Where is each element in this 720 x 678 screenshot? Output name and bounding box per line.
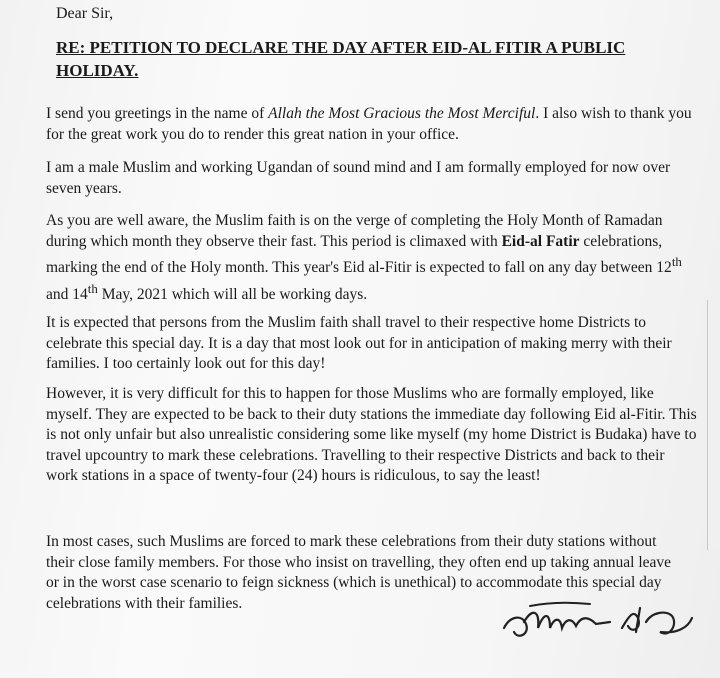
superscript: th bbox=[671, 254, 682, 269]
page-edge bbox=[707, 300, 720, 550]
paragraph-ramadan bbox=[46, 211, 698, 305]
paragraph-travel: It is expected that persons from the Muslim faith shall travel to their respective home Districts to celebrate this special day. It is a day that most look out for in anticipation of making merry with their families. I too certainly look out for this day! bbox=[46, 314, 672, 372]
paragraph-difficulty: However, it is very difficult for this to happen for those Muslims who are formally employed, like myself. They are expected to be back to their duty stations the immediate day following Eid al-Fitir. This is not only unfair but also unrealistic considering some like myself (my home District is Budaka) have to travel upcountry to mark these celebrations. Travelling to their respective Districts and back to their work stations in a space of twenty-four (24) hours is ridiculous, to say the least! bbox=[46, 385, 697, 484]
paragraph-text: I send you greetings in the name of bbox=[46, 105, 269, 122]
signature-icon bbox=[500, 588, 700, 648]
letter-subject: RE: PETITION TO DECLARE THE DAY AFTER EID-AL FITIR A PUBLIC HOLIDAY. bbox=[56, 38, 626, 80]
superscript: th bbox=[87, 280, 98, 296]
italic-phrase: Allah the Most Gracious the Most Merciful bbox=[268, 105, 536, 122]
paragraph-text: and 14 bbox=[46, 285, 88, 303]
bold-phrase: Eid-al Fatir bbox=[501, 232, 580, 250]
paragraph-consequences: In most cases, such Muslims are forced to mark these celebrations from their duty stations without their close family members. For those who insist on travelling, they often end up taking annual leave or in the worst case scenario to feign sickness (which is unethical) to accommodate this special day celebrations with their families. bbox=[46, 533, 672, 612]
paragraph-text: celebrations, marking the end of the Holy month. This year's Eid al-Fitir is expected to fall on any day between 12 bbox=[46, 232, 672, 277]
paragraph-text: As you are well aware, the Muslim faith is on the verge of completing the Holy Month of Ramadan during which month they observe their fast. This period is climaxed with bbox=[46, 212, 663, 250]
paragraph-text: May, 2021 which will all be working days. bbox=[97, 285, 368, 303]
paragraph-greetings bbox=[46, 104, 698, 145]
salutation: Dear Sir, bbox=[56, 5, 114, 22]
paragraph-text: . I also wish to thank you for the great work you do to render this great nation in your office. bbox=[46, 105, 692, 143]
paragraph-introduction: I am a male Muslim and working Ugandan of sound mind and I am formally employed for now over seven years. bbox=[46, 159, 671, 197]
